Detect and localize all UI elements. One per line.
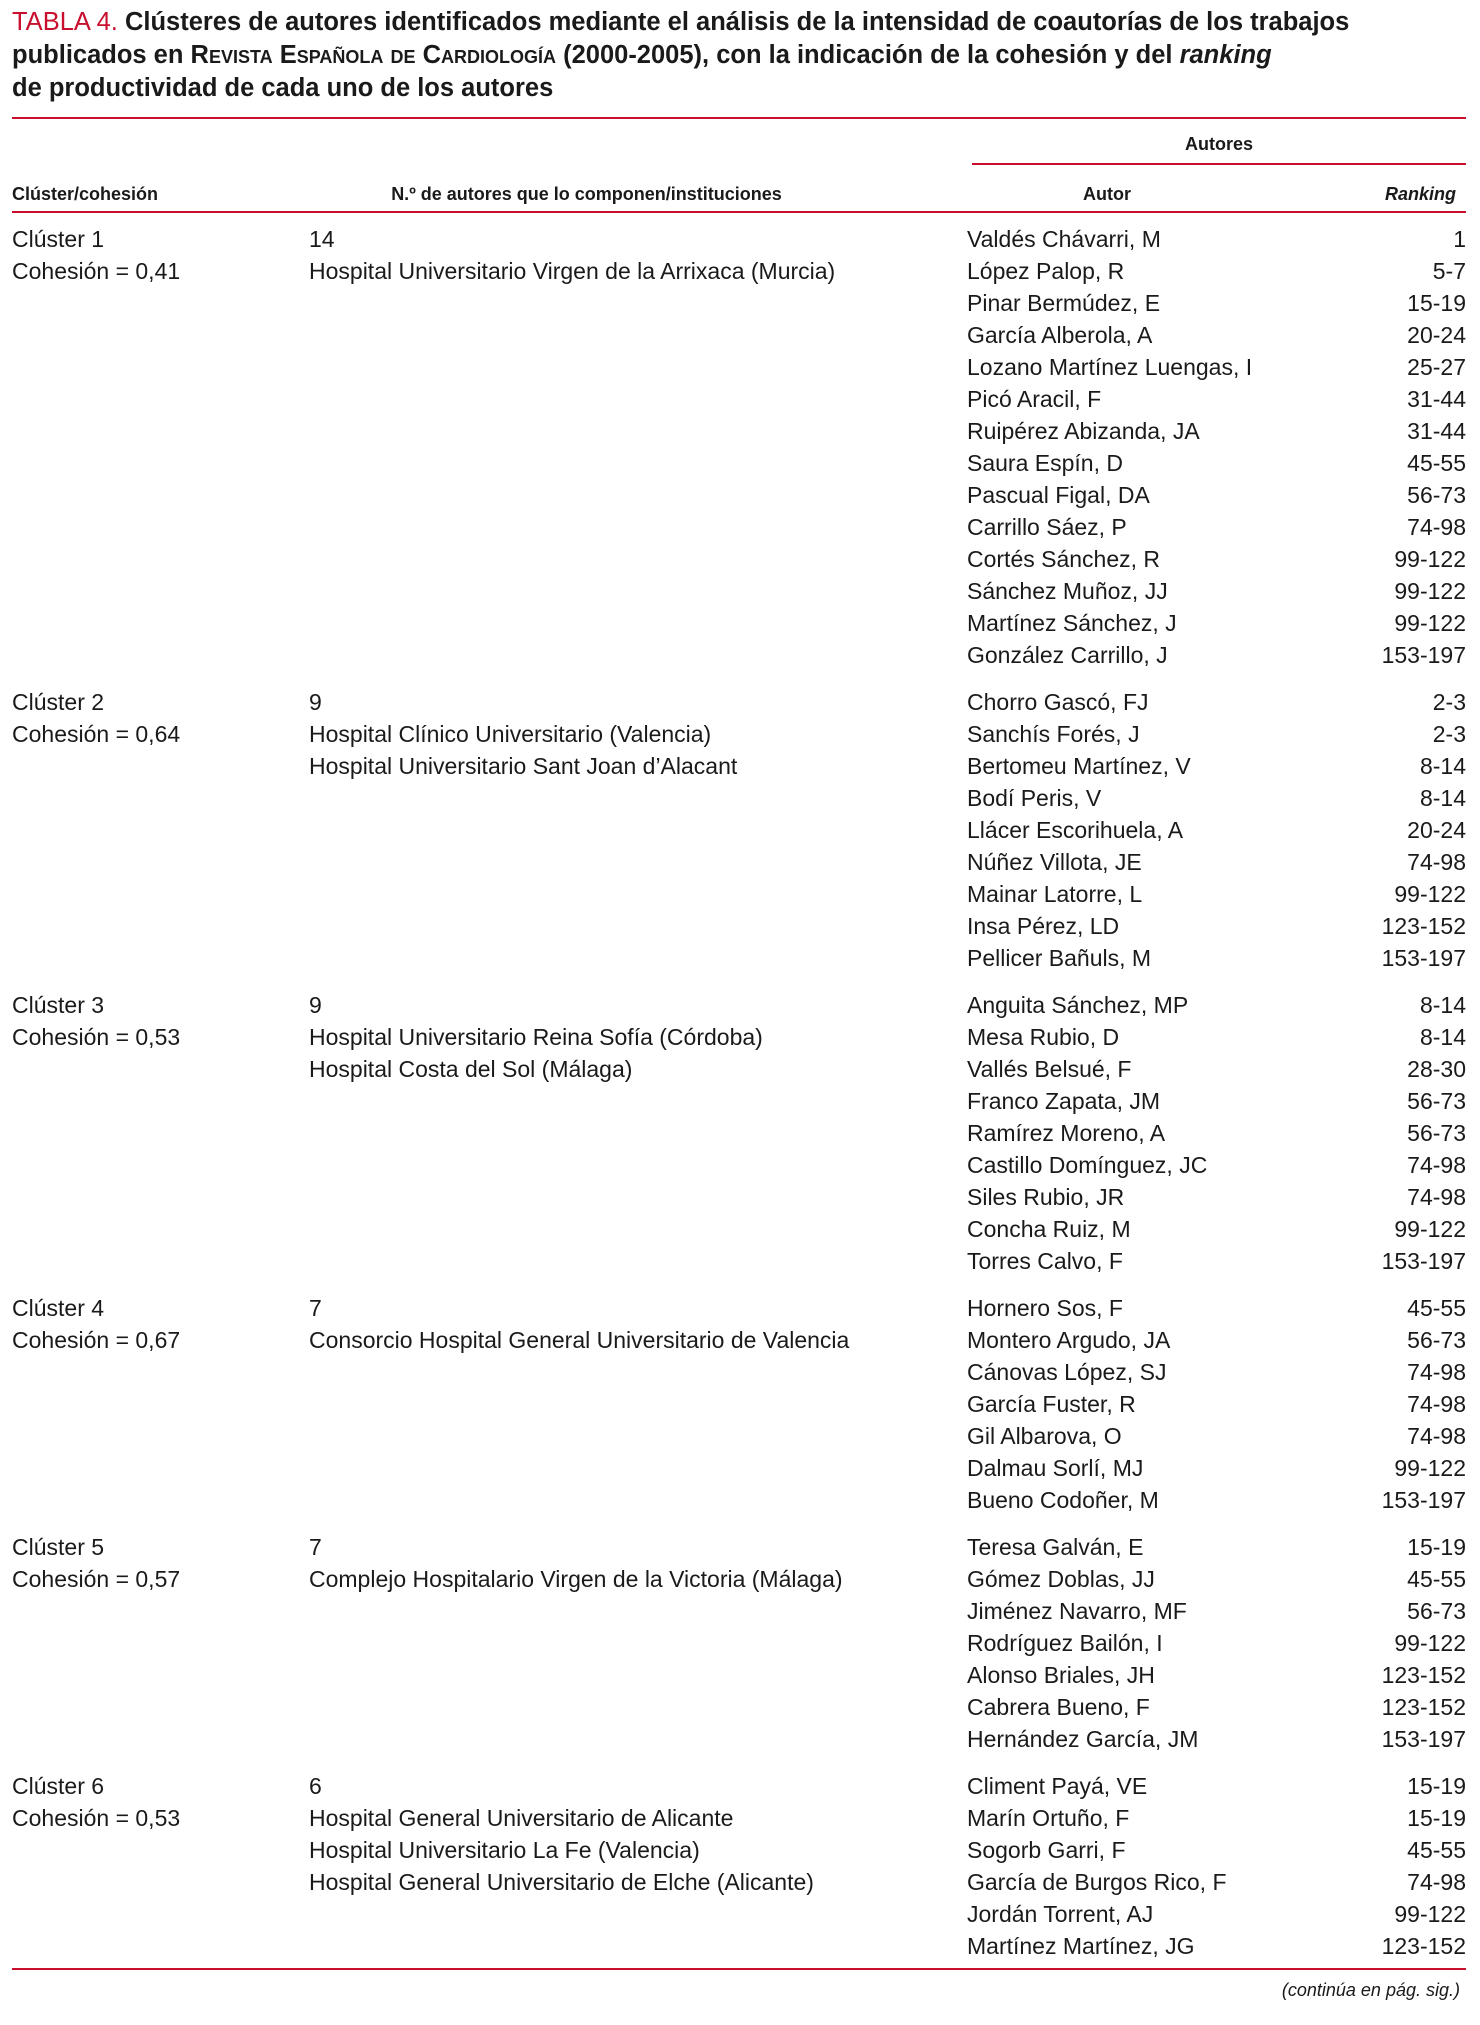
table-row <box>967 1802 1466 1834</box>
author-name: Picó Aracil, F <box>967 386 1102 412</box>
table-row <box>967 319 1466 351</box>
continuation-note: (continúa en pág. sig.) <box>1281 1980 1460 2000</box>
author-ranking: 56-73 <box>1407 1327 1466 1353</box>
table-body <box>12 213 1466 1962</box>
header-group-autores: Autores <box>1184 134 1253 154</box>
author-ranking: 1 <box>1453 226 1466 252</box>
author-ranking: 56-73 <box>1407 1598 1466 1624</box>
author-ranking: 123-152 <box>1381 1662 1466 1688</box>
author-name: García Alberola, A <box>967 322 1153 348</box>
author-name: Martínez Martínez, JG <box>967 1933 1195 1959</box>
author-name: Franco Zapata, JM <box>967 1088 1161 1114</box>
cluster-group <box>12 686 1466 974</box>
cluster-name-cell <box>12 686 180 750</box>
author-ranking: 2-3 <box>1432 721 1466 747</box>
table-row <box>967 1181 1466 1213</box>
table-label: TABLA 4. <box>12 8 118 36</box>
author-ranking: 8-14 <box>1419 785 1466 811</box>
table-row <box>967 846 1466 878</box>
author-name: Carrillo Sáez, P <box>967 514 1127 540</box>
author-name: Teresa Galván, E <box>967 1534 1144 1560</box>
cluster-name: Clúster 4 <box>12 1295 105 1321</box>
table-row <box>967 1245 1466 1277</box>
author-name: Siles Rubio, JR <box>967 1184 1125 1210</box>
author-name: Mainar Latorre, L <box>967 881 1143 907</box>
author-name: García de Burgos Rico, F <box>967 1869 1227 1895</box>
author-ranking: 45-55 <box>1407 450 1466 476</box>
author-ranking: 45-55 <box>1407 1837 1466 1863</box>
author-name: Vallés Belsué, F <box>967 1056 1132 1082</box>
author-ranking: 99-122 <box>1394 610 1466 636</box>
author-ranking: 153-197 <box>1381 1487 1466 1513</box>
author-list <box>967 223 1466 671</box>
author-name: Jordán Torrent, AJ <box>967 1901 1154 1927</box>
table-row <box>967 878 1466 910</box>
author-ranking: 99-122 <box>1394 1216 1466 1242</box>
institution: Complejo Hospitalario Virgen de la Victoria (Málaga) <box>309 1566 843 1592</box>
author-ranking: 8-14 <box>1419 1024 1466 1050</box>
author-name: Cortés Sánchez, R <box>967 546 1161 572</box>
author-ranking: 74-98 <box>1407 1152 1466 1178</box>
caption-text-2: (2000-2005), con la indicación de la cohesión y del <box>563 41 1173 69</box>
table-row <box>967 1691 1466 1723</box>
author-ranking: 123-152 <box>1381 913 1466 939</box>
table-row <box>967 1898 1466 1930</box>
author-ranking: 123-152 <box>1381 1694 1466 1720</box>
author-name: Alonso Briales, JH <box>967 1662 1155 1688</box>
author-ranking: 99-122 <box>1394 1901 1466 1927</box>
author-ranking: 153-197 <box>1381 1248 1466 1274</box>
author-ranking: 99-122 <box>1394 1630 1466 1656</box>
author-name: Pellicer Bañuls, M <box>967 945 1152 971</box>
author-ranking: 15-19 <box>1407 1773 1466 1799</box>
cluster-cohesion: Cohesión = 0,53 <box>12 1024 181 1050</box>
table-row <box>967 1085 1466 1117</box>
author-list <box>967 1770 1466 1962</box>
author-ranking: 99-122 <box>1394 1455 1466 1481</box>
author-list <box>967 1531 1466 1755</box>
author-name: Sánchez Muñoz, JJ <box>967 578 1168 604</box>
author-ranking: 74-98 <box>1407 849 1466 875</box>
cluster-cohesion: Cohesión = 0,64 <box>12 721 181 747</box>
table-row <box>967 607 1466 639</box>
table-row <box>967 383 1466 415</box>
author-name: Ramírez Moreno, A <box>967 1120 1166 1146</box>
author-name: López Palop, R <box>967 258 1125 284</box>
author-name: Saura Espín, D <box>967 450 1123 476</box>
author-ranking: 56-73 <box>1407 1088 1466 1114</box>
author-count: 14 <box>309 226 335 252</box>
table-row <box>967 1149 1466 1181</box>
table-row <box>967 1563 1466 1595</box>
table-header <box>12 119 1466 211</box>
author-name: Insa Pérez, LD <box>967 913 1120 939</box>
author-name: Rodríguez Bailón, I <box>967 1630 1163 1656</box>
author-name: Chorro Gascó, FJ <box>967 689 1149 715</box>
author-ranking: 99-122 <box>1394 881 1466 907</box>
table-row <box>967 782 1466 814</box>
author-count: 7 <box>309 1295 322 1321</box>
author-name: Bertomeu Martínez, V <box>967 753 1191 779</box>
author-ranking: 31-44 <box>1407 418 1466 444</box>
author-ranking: 56-73 <box>1407 482 1466 508</box>
table-row <box>967 255 1466 287</box>
author-name: Concha Ruiz, M <box>967 1216 1131 1242</box>
author-name: Cánovas López, SJ <box>967 1359 1167 1385</box>
author-name: Mesa Rubio, D <box>967 1024 1120 1050</box>
author-name: Núñez Villota, JE <box>967 849 1142 875</box>
author-name: Martínez Sánchez, J <box>967 610 1177 636</box>
author-ranking: 74-98 <box>1407 1359 1466 1385</box>
author-ranking: 74-98 <box>1407 1869 1466 1895</box>
author-name: Torres Calvo, F <box>967 1248 1123 1274</box>
author-name: Sanchís Forés, J <box>967 721 1140 747</box>
author-ranking: 20-24 <box>1407 322 1466 348</box>
table-row <box>967 1053 1466 1085</box>
author-ranking: 45-55 <box>1407 1566 1466 1592</box>
cluster-cohesion: Cohesión = 0,67 <box>12 1327 181 1353</box>
table-caption <box>12 6 1462 105</box>
author-name: Dalmau Sorlí, MJ <box>967 1455 1144 1481</box>
author-name: Valdés Chávarri, M <box>967 226 1161 252</box>
institution: Hospital Costa del Sol (Málaga) <box>309 1056 633 1082</box>
table-row <box>967 1723 1466 1755</box>
institution: Hospital Clínico Universitario (Valencia) <box>309 721 712 747</box>
table-row <box>967 1388 1466 1420</box>
author-name: Climent Payá, VE <box>967 1773 1148 1799</box>
cluster-cohesion: Cohesión = 0,41 <box>12 258 181 284</box>
table-row <box>967 1659 1466 1691</box>
table-row <box>967 1627 1466 1659</box>
cluster-name: Clúster 3 <box>12 992 105 1018</box>
author-name: García Fuster, R <box>967 1391 1136 1417</box>
table-row <box>967 1834 1466 1866</box>
author-name: Llácer Escorihuela, A <box>967 817 1184 843</box>
table-row <box>967 686 1466 718</box>
author-ranking: 99-122 <box>1394 578 1466 604</box>
table-row <box>967 718 1466 750</box>
institution: Hospital General Universitario de Alicante <box>309 1805 734 1831</box>
author-name: Pascual Figal, DA <box>967 482 1150 508</box>
table-row <box>967 287 1466 319</box>
caption-text-3: de productividad de cada uno de los autores <box>12 74 554 102</box>
table-row <box>967 1770 1466 1802</box>
table-row <box>967 989 1466 1021</box>
institution: Hospital Universitario La Fe (Valencia) <box>309 1837 700 1863</box>
author-ranking: 2-3 <box>1432 689 1466 715</box>
table-row <box>967 1213 1466 1245</box>
table-row <box>967 1930 1466 1962</box>
author-name: Bodí Peris, V <box>967 785 1102 811</box>
cluster-cohesion: Cohesión = 0,53 <box>12 1805 181 1831</box>
author-name: Castillo Domínguez, JC <box>967 1152 1208 1178</box>
author-name: Montero Argudo, JA <box>967 1327 1171 1353</box>
cluster-name-cell <box>12 223 180 287</box>
author-ranking: 74-98 <box>1407 1184 1466 1210</box>
cluster-group <box>12 989 1466 1277</box>
table-row <box>967 639 1466 671</box>
author-ranking: 31-44 <box>1407 386 1466 412</box>
author-ranking: 15-19 <box>1407 1805 1466 1831</box>
author-ranking: 15-19 <box>1407 290 1466 316</box>
author-name: Pinar Bermúdez, E <box>967 290 1161 316</box>
author-name: Gil Albarova, O <box>967 1423 1122 1449</box>
institution: Hospital Universitario Virgen de la Arrixaca (Murcia) <box>309 258 836 284</box>
cluster-info-cell <box>309 989 763 1085</box>
author-name: Hornero Sos, F <box>967 1295 1123 1321</box>
header-author: Autor <box>1083 184 1131 204</box>
table-row <box>967 1531 1466 1563</box>
author-ranking: 45-55 <box>1407 1295 1466 1321</box>
author-name: Marín Ortuño, F <box>967 1805 1130 1831</box>
cluster-info-cell <box>309 1292 849 1356</box>
cluster-group <box>12 1292 1466 1516</box>
author-ranking: 8-14 <box>1419 992 1466 1018</box>
table-row <box>967 1021 1466 1053</box>
cluster-name: Clúster 2 <box>12 689 105 715</box>
author-count: 9 <box>309 689 322 715</box>
author-list <box>967 686 1466 974</box>
author-ranking: 5-7 <box>1432 258 1466 284</box>
cluster-name-cell <box>12 989 180 1053</box>
table-row <box>967 1117 1466 1149</box>
author-list <box>967 1292 1466 1516</box>
institution: Hospital Universitario Reina Sofía (Córdoba) <box>309 1024 763 1050</box>
author-ranking: 56-73 <box>1407 1120 1466 1146</box>
author-name: Ruipérez Abizanda, JA <box>967 418 1200 444</box>
table-row <box>967 1452 1466 1484</box>
table-row <box>967 1324 1466 1356</box>
header-sub-rule <box>972 163 1466 165</box>
cluster-group <box>12 1531 1466 1755</box>
author-list <box>967 989 1466 1277</box>
author-ranking: 8-14 <box>1419 753 1466 779</box>
table-row <box>967 1866 1466 1898</box>
caption-italic-word: ranking <box>1179 41 1272 69</box>
author-count: 6 <box>309 1773 322 1799</box>
header-count: N.º de autores que lo componen/instituciones <box>391 184 782 204</box>
table-row <box>967 1595 1466 1627</box>
cluster-name-cell <box>12 1770 180 1834</box>
table-row <box>967 1484 1466 1516</box>
author-ranking: 74-98 <box>1407 514 1466 540</box>
table-row <box>967 479 1466 511</box>
author-name: Bueno Codoñer, M <box>967 1487 1159 1513</box>
author-name: Lozano Martínez Luengas, I <box>967 354 1253 380</box>
author-ranking: 123-152 <box>1381 1933 1466 1959</box>
table-row <box>967 575 1466 607</box>
author-count: 7 <box>309 1534 322 1560</box>
cluster-info-cell <box>309 223 835 287</box>
cluster-name: Clúster 5 <box>12 1534 105 1560</box>
author-ranking: 153-197 <box>1381 945 1466 971</box>
caption-journal: Revista Española de Cardiología <box>190 41 556 69</box>
institution: Hospital Universitario Sant Joan d’Alacant <box>309 753 738 779</box>
table-row <box>967 942 1466 974</box>
table-row <box>967 447 1466 479</box>
author-ranking: 15-19 <box>1407 1534 1466 1560</box>
author-ranking: 74-98 <box>1407 1391 1466 1417</box>
table-row <box>967 1420 1466 1452</box>
table-row <box>967 543 1466 575</box>
table-row <box>967 1356 1466 1388</box>
cluster-name: Clúster 6 <box>12 1773 105 1799</box>
author-name: Gómez Doblas, JJ <box>967 1566 1155 1592</box>
author-ranking: 25-27 <box>1407 354 1466 380</box>
cluster-group <box>12 223 1466 671</box>
caption-text-1: Clústeres de autores identificados mediante el análisis de la intensidad de coautorías de los trabajos publicados en <box>12 8 1350 69</box>
header-ranking: Ranking <box>1384 184 1456 204</box>
cluster-name-cell <box>12 1531 180 1595</box>
author-name: Sogorb Garri, F <box>967 1837 1126 1863</box>
author-name: Cabrera Bueno, F <box>967 1694 1150 1720</box>
author-count: 9 <box>309 992 322 1018</box>
author-ranking: 153-197 <box>1381 1726 1466 1752</box>
cluster-name: Clúster 1 <box>12 226 105 252</box>
table-row <box>967 351 1466 383</box>
table-row <box>967 1292 1466 1324</box>
cluster-group <box>12 1770 1466 1962</box>
institution: Consorcio Hospital General Universitario de Valencia <box>309 1327 850 1353</box>
author-name: González Carrillo, J <box>967 642 1168 668</box>
author-name: Jiménez Navarro, MF <box>967 1598 1187 1624</box>
author-name: Anguita Sánchez, MP <box>967 992 1189 1018</box>
cluster-info-cell <box>309 1770 814 1898</box>
header-cluster: Clúster/cohesión <box>12 184 159 204</box>
cluster-info-cell <box>309 1531 843 1595</box>
author-ranking: 28-30 <box>1407 1056 1466 1082</box>
table-row <box>967 814 1466 846</box>
table-row <box>967 910 1466 942</box>
author-ranking: 153-197 <box>1381 642 1466 668</box>
author-name: Hernández García, JM <box>967 1726 1199 1752</box>
author-ranking: 99-122 <box>1394 546 1466 572</box>
table-row <box>967 415 1466 447</box>
author-ranking: 74-98 <box>1407 1423 1466 1449</box>
table-row <box>967 511 1466 543</box>
table-row <box>967 750 1466 782</box>
cluster-name-cell <box>12 1292 180 1356</box>
table-row <box>967 223 1466 255</box>
institution: Hospital General Universitario de Elche (Alicante) <box>309 1869 814 1895</box>
cluster-info-cell <box>309 686 737 782</box>
cluster-cohesion: Cohesión = 0,57 <box>12 1566 181 1592</box>
author-ranking: 20-24 <box>1407 817 1466 843</box>
